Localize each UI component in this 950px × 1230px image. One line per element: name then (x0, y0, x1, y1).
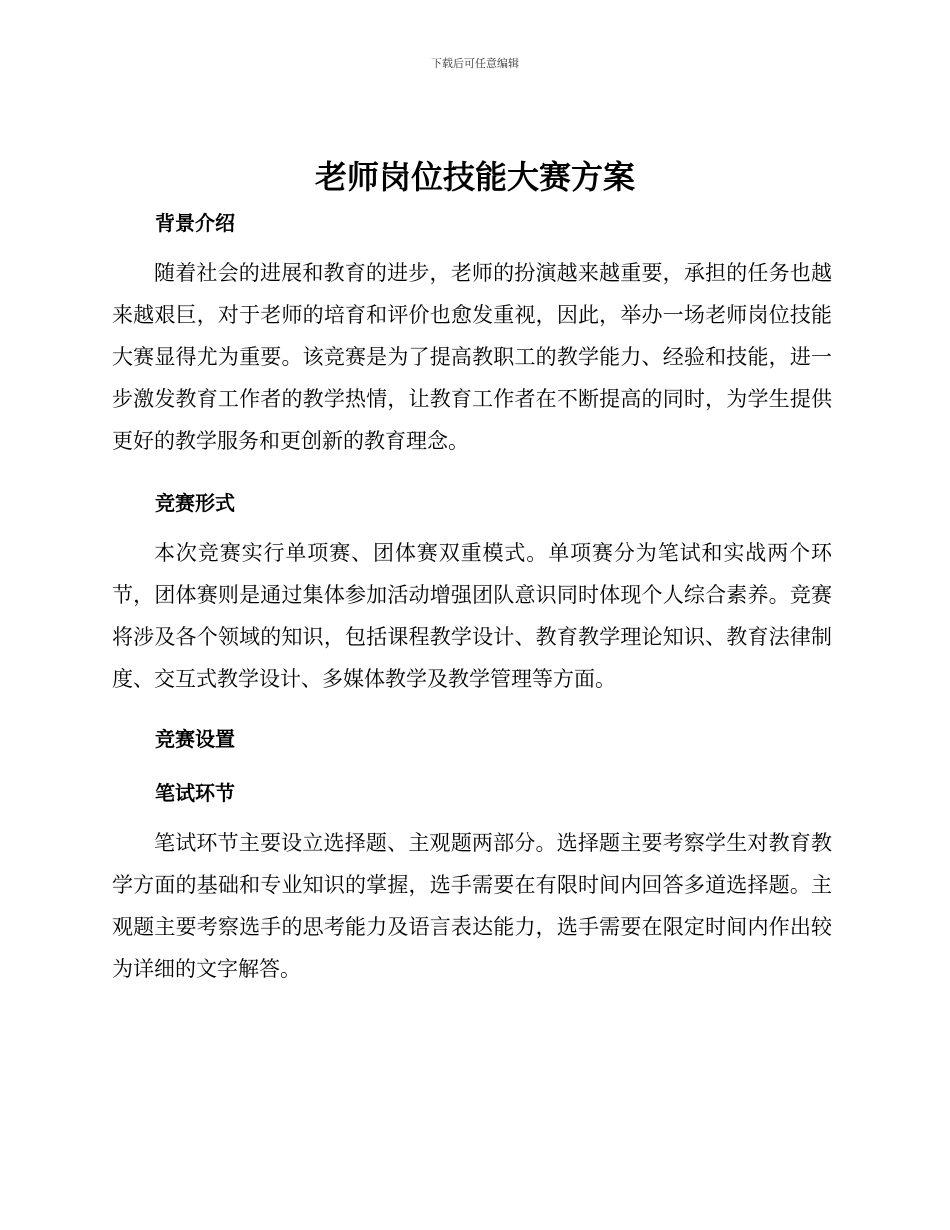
document-title: 老师岗位技能大赛方案 (314, 158, 635, 196)
paragraph-format: 本次竞赛实行单项赛、团体赛双重模式。单项赛分为笔试和实战两个环节，团体赛则是通过集体参加活动增强团队意识同时体现个人综合素养。竞赛将涉及各个领域的知识，包括课程教学设计、教育教学理论知识、教育法律制度、交互式教学设计、多媒体教学及教学管理等方面。 (112, 541, 832, 691)
heading-background: 背景介绍 (155, 211, 235, 235)
heading-format: 竞赛形式 (155, 491, 235, 515)
paragraph-written: 笔试环节主要设立选择题、主观题两部分。选择题主要考察学生对教育教学方面的基础和专业知识的掌握，选手需要在有限时间内回答多道选择题。主观题主要考察选手的思考能力及语言表达能力，选手需要在限定时间内作出较为详细的文字解答。 (112, 831, 832, 981)
heading-settings: 竞赛设置 (155, 727, 235, 751)
heading-written: 笔试环节 (155, 781, 235, 805)
page-header: 下载后可任意编辑 (431, 57, 519, 70)
paragraph-background: 随着社会的进展和教育的进步，老师的扮演越来越重要，承担的任务也越来越艰巨，对于老师的培育和评价也愈发重视，因此，举办一场老师岗位技能大赛显得尤为重要。该竞赛是为了提高教职工的教学能力、经验和技能，进一步激发教育工作者的教学热情，让教育工作者在不断提高的同时，为学生提供更好的教学服务和更创新的教育理念。 (112, 261, 832, 453)
